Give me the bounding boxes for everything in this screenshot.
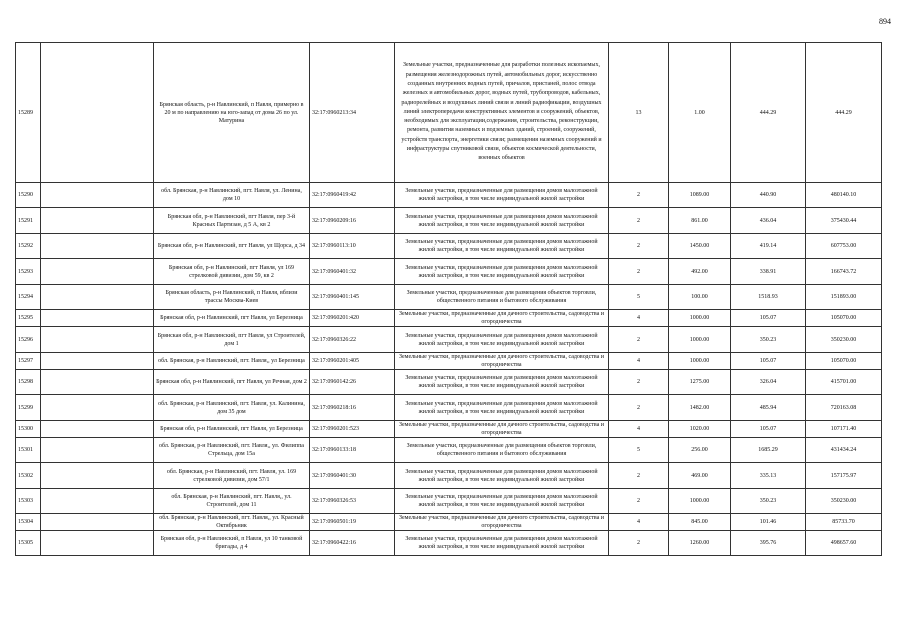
empty-cell — [41, 310, 154, 327]
land-use-cell: Земельные участки, предназначенные для дачного строительства, садоводства и огородничества — [395, 353, 609, 370]
table-row — [16, 310, 882, 327]
address-cell: обл. Брянская, р-н Навлинский, пгт. Навля,, ул. Строителей, дом 11 — [154, 489, 310, 514]
address-cell: Брянская обл, р-н Навлинский, пгт Навля, ул Щорса, д 34 — [154, 234, 310, 259]
address-cell: обл. Брянская, р-н Навлинский, пгт. Навля, ул. 169 стрелковой дивизии, дом 57/1 — [154, 463, 310, 489]
empty-cell — [41, 183, 154, 208]
category-code-cell: 2 — [609, 395, 669, 421]
cadastral-number-cell: 32:17:0960501:19 — [310, 514, 395, 531]
address-cell: Брянская область, р-н Навлинский, п Навля, примерно в 20 м по направлению на юго-запад от дома 26 по ул. Матурина — [154, 43, 310, 183]
area-cell: 492.00 — [669, 259, 731, 285]
area-cell: 861.00 — [669, 208, 731, 234]
table-row — [16, 208, 882, 234]
cadastral-number-cell: 32:17:0960422:16 — [310, 531, 395, 556]
address-cell: Брянская обл, р-н Навлинский, пгт Навля, ул Березница — [154, 310, 310, 327]
table-row — [16, 438, 882, 463]
cadastral-value-cell: 157175.97 — [806, 463, 882, 489]
address-cell: Брянская обл, р-н Навлинский, пгт Навля, ул Березница — [154, 421, 310, 438]
area-cell: 1275.00 — [669, 370, 731, 395]
row-number-cell: 15294 — [16, 285, 41, 310]
cadastral-number-cell: 32:17:0960401:32 — [310, 259, 395, 285]
row-number-cell: 15304 — [16, 514, 41, 531]
area-cell: 845.00 — [669, 514, 731, 531]
empty-cell — [41, 259, 154, 285]
empty-cell — [41, 421, 154, 438]
unit-value-cell: 1685.29 — [731, 438, 806, 463]
area-cell: 1000.00 — [669, 327, 731, 353]
cadastral-value-cell: 375430.44 — [806, 208, 882, 234]
area-cell: 1260.00 — [669, 531, 731, 556]
table-row — [16, 489, 882, 514]
cadastral-value-table — [15, 42, 882, 556]
empty-cell — [41, 395, 154, 421]
land-use-cell: Земельные участки, предназначенные для размещения объектов торговли, общественного питания и бытового обслуживания — [395, 438, 609, 463]
table-row — [16, 421, 882, 438]
row-number-cell: 15298 — [16, 370, 41, 395]
land-use-cell: Земельные участки, предназначенные для размещения домов малоэтажной жилой застройки, в том числе индивидуальной жилой застройки — [395, 259, 609, 285]
land-use-cell: Земельные участки, предназначенные для дачного строительства, садоводства и огородничества — [395, 421, 609, 438]
land-use-cell: Земельные участки, предназначенные для размещения домов малоэтажной жилой застройки, в том числе индивидуальной жилой застройки — [395, 183, 609, 208]
address-cell: обл. Брянская, р-н Навлинский, пгт. Навля,, ул. Красный Октябрьник — [154, 514, 310, 531]
cadastral-value-cell: 607753.00 — [806, 234, 882, 259]
land-use-cell: Земельные участки, предназначенные для размещения домов малоэтажной жилой застройки, в том числе индивидуальной жилой застройки — [395, 370, 609, 395]
cadastral-number-cell: 32:17:0960326:53 — [310, 489, 395, 514]
cadastral-number-cell: 32:17:0960401:145 — [310, 285, 395, 310]
table-row — [16, 514, 882, 531]
cadastral-number-cell: 32:17:0960218:16 — [310, 395, 395, 421]
area-cell: 1000.00 — [669, 310, 731, 327]
cadastral-value-cell: 151893.00 — [806, 285, 882, 310]
table-row — [16, 234, 882, 259]
unit-value-cell: 338.91 — [731, 259, 806, 285]
table-row — [16, 327, 882, 353]
row-number-cell: 15300 — [16, 421, 41, 438]
cadastral-value-cell: 105070.00 — [806, 310, 882, 327]
address-cell: обл. Брянская, р-н Навлинский, пгт. Навля,, ул. Филиппа Стрельца, дом 15а — [154, 438, 310, 463]
land-use-cell: Земельные участки, предназначенные для размещения домов малоэтажной жилой застройки, в том числе индивидуальной жилой застройки — [395, 395, 609, 421]
address-cell: обл. Брянская, р-н Навлинский, пгт. Навля, ул. Калинина, дом 35 дом — [154, 395, 310, 421]
cadastral-value-cell: 415701.00 — [806, 370, 882, 395]
row-number-cell: 15303 — [16, 489, 41, 514]
category-code-cell: 4 — [609, 310, 669, 327]
address-cell: обл. Брянская, р-н Навлинский, пгт. Навля, ул. Ленина, дом 10 — [154, 183, 310, 208]
category-code-cell: 4 — [609, 353, 669, 370]
land-use-cell: Земельные участки, предназначенные для размещения домов малоэтажной жилой застройки, в том числе индивидуальной жилой застройки — [395, 234, 609, 259]
address-cell: обл. Брянская, р-н Навлинский, пгт. Навля,, ул Березница — [154, 353, 310, 370]
table-row — [16, 370, 882, 395]
page-number: 894 — [879, 17, 891, 26]
unit-value-cell: 440.90 — [731, 183, 806, 208]
empty-cell — [41, 208, 154, 234]
unit-value-cell: 350.23 — [731, 327, 806, 353]
row-number-cell: 15291 — [16, 208, 41, 234]
table-row — [16, 285, 882, 310]
cadastral-value-cell: 166743.72 — [806, 259, 882, 285]
cadastral-number-cell: 32:17:0960201:523 — [310, 421, 395, 438]
unit-value-cell: 105.07 — [731, 421, 806, 438]
empty-cell — [41, 438, 154, 463]
empty-cell — [41, 531, 154, 556]
row-number-cell: 15302 — [16, 463, 41, 489]
table-row — [16, 531, 882, 556]
unit-value-cell: 419.14 — [731, 234, 806, 259]
row-number-cell: 15299 — [16, 395, 41, 421]
category-code-cell: 13 — [609, 43, 669, 183]
table-row — [16, 183, 882, 208]
cadastral-value-cell: 480140.10 — [806, 183, 882, 208]
area-cell: 100.00 — [669, 285, 731, 310]
land-use-cell: Земельные участки, предназначенные для размещения объектов торговли, общественного питания и бытового обслуживания — [395, 285, 609, 310]
area-cell: 1000.00 — [669, 489, 731, 514]
category-code-cell: 4 — [609, 514, 669, 531]
row-number-cell: 15292 — [16, 234, 41, 259]
cadastral-number-cell: 32:17:0960209:16 — [310, 208, 395, 234]
cadastral-number-cell: 32:17:0960419:42 — [310, 183, 395, 208]
row-number-cell: 15301 — [16, 438, 41, 463]
unit-value-cell: 105.07 — [731, 353, 806, 370]
category-code-cell: 2 — [609, 208, 669, 234]
empty-cell — [41, 285, 154, 310]
category-code-cell: 2 — [609, 183, 669, 208]
address-cell: Брянская обл, р-н Навлинский, п Навля, ул 10 танковой бригады, д 4 — [154, 531, 310, 556]
land-use-cell: Земельные участки, предназначенные для размещения домов малоэтажной жилой застройки, в том числе индивидуальной жилой застройки — [395, 531, 609, 556]
unit-value-cell: 105.07 — [731, 310, 806, 327]
area-cell: 1450.00 — [669, 234, 731, 259]
land-use-cell: Земельные участки, предназначенные для разработки полезных ископаемых, размещения железнодорожных путей, автомобильных дорог, искусственно созданных внутренних водных путей, причалов, пристаней, полос отвода железных и автомобильных дорог, водных путей, трубопроводов, кабельных, радиорелейных и воздушных линий связи и линий радиофикации, воздушных линий электропередачи конструктивных элементов и сооружений, объектов, необходимых для эксплуатации,содержания, строительства, реконструкции, ремонта, развития наземных и подземных зданий, строений, сооружений, устройств транспорта, энергетики связи; размещения наземных сооружений и инфраструктуры спутниковой связи, объектов космической деятельности, военных объектов — [395, 43, 609, 183]
category-code-cell: 2 — [609, 370, 669, 395]
unit-value-cell: 350.23 — [731, 489, 806, 514]
table-row — [16, 43, 882, 183]
cadastral-value-cell: 107171.40 — [806, 421, 882, 438]
area-cell: 469.00 — [669, 463, 731, 489]
empty-cell — [41, 514, 154, 531]
cadastral-value-cell: 498657.60 — [806, 531, 882, 556]
empty-cell — [41, 489, 154, 514]
unit-value-cell: 1518.93 — [731, 285, 806, 310]
empty-cell — [41, 43, 154, 183]
category-code-cell: 2 — [609, 463, 669, 489]
category-code-cell: 2 — [609, 489, 669, 514]
area-cell: 1000.00 — [669, 353, 731, 370]
area-cell: 1.00 — [669, 43, 731, 183]
land-use-cell: Земельные участки, предназначенные для размещения домов малоэтажной жилой застройки, в том числе индивидуальной жилой застройки — [395, 489, 609, 514]
empty-cell — [41, 353, 154, 370]
address-cell: Брянская обл, р-н Навлинский, пгт Навля, ул 169 стрелковой дивизии, дом 59, кв 2 — [154, 259, 310, 285]
row-number-cell: 15296 — [16, 327, 41, 353]
category-code-cell: 2 — [609, 327, 669, 353]
cadastral-value-cell: 431434.24 — [806, 438, 882, 463]
address-cell: Брянская обл, р-н Навлинский, пгт Навля, ул Строителей, дом 1 — [154, 327, 310, 353]
area-cell: 1020.00 — [669, 421, 731, 438]
address-cell: Брянская область, р-н Навлинский, п Навля, вблизи трассы Москва-Киев — [154, 285, 310, 310]
cadastral-number-cell: 32:17:0960201:420 — [310, 310, 395, 327]
cadastral-number-cell: 32:17:0960133:18 — [310, 438, 395, 463]
land-use-cell: Земельные участки, предназначенные для размещения домов малоэтажной жилой застройки, в том числе индивидуальной жилой застройки — [395, 208, 609, 234]
empty-cell — [41, 327, 154, 353]
category-code-cell: 2 — [609, 259, 669, 285]
cadastral-number-cell: 32:17:0960113:10 — [310, 234, 395, 259]
land-use-cell: Земельные участки, предназначенные для размещения домов малоэтажной жилой застройки, в том числе индивидуальной жилой застройки — [395, 463, 609, 489]
unit-value-cell: 101.46 — [731, 514, 806, 531]
category-code-cell: 5 — [609, 438, 669, 463]
table-row — [16, 353, 882, 370]
cadastral-number-cell: 32:17:0960401:30 — [310, 463, 395, 489]
unit-value-cell: 444.29 — [731, 43, 806, 183]
category-code-cell: 2 — [609, 234, 669, 259]
row-number-cell: 15293 — [16, 259, 41, 285]
cadastral-value-cell: 85733.70 — [806, 514, 882, 531]
row-number-cell: 15297 — [16, 353, 41, 370]
category-code-cell: 5 — [609, 285, 669, 310]
cadastral-number-cell: 32:17:0960142:26 — [310, 370, 395, 395]
unit-value-cell: 395.76 — [731, 531, 806, 556]
empty-cell — [41, 463, 154, 489]
address-cell: Брянская обл, р-н Навлинский, пгт Навля, ул Речная, дом 2 — [154, 370, 310, 395]
row-number-cell: 15305 — [16, 531, 41, 556]
empty-cell — [41, 234, 154, 259]
table-row — [16, 463, 882, 489]
empty-cell — [41, 370, 154, 395]
cadastral-value-cell: 444.29 — [806, 43, 882, 183]
unit-value-cell: 326.04 — [731, 370, 806, 395]
cadastral-number-cell: 32:17:0960201:405 — [310, 353, 395, 370]
table-row — [16, 395, 882, 421]
table-row — [16, 259, 882, 285]
unit-value-cell: 436.04 — [731, 208, 806, 234]
land-use-cell: Земельные участки, предназначенные для дачного строительства, садоводства и огородничества — [395, 310, 609, 327]
land-use-cell: Земельные участки, предназначенные для дачного строительства, садоводства и огородничества — [395, 514, 609, 531]
area-cell: 1089.00 — [669, 183, 731, 208]
category-code-cell: 4 — [609, 421, 669, 438]
area-cell: 256.00 — [669, 438, 731, 463]
category-code-cell: 2 — [609, 531, 669, 556]
row-number-cell: 15290 — [16, 183, 41, 208]
cadastral-number-cell: 32:17:0960326:22 — [310, 327, 395, 353]
unit-value-cell: 485.94 — [731, 395, 806, 421]
area-cell: 1482.00 — [669, 395, 731, 421]
address-cell: Брянская обл, р-н Навлинский, пгт Навля, пер 3-й Красных Партизан, д 5 А, кв 2 — [154, 208, 310, 234]
cadastral-value-cell: 350230.00 — [806, 489, 882, 514]
land-use-cell: Земельные участки, предназначенные для размещения домов малоэтажной жилой застройки, в том числе индивидуальной жилой застройки — [395, 327, 609, 353]
cadastral-value-cell: 350230.00 — [806, 327, 882, 353]
row-number-cell: 15295 — [16, 310, 41, 327]
row-number-cell: 15289 — [16, 43, 41, 183]
unit-value-cell: 335.13 — [731, 463, 806, 489]
cadastral-number-cell: 32:17:0960213:34 — [310, 43, 395, 183]
cadastral-value-cell: 720163.08 — [806, 395, 882, 421]
cadastral-value-cell: 105070.00 — [806, 353, 882, 370]
table-body — [16, 43, 882, 556]
